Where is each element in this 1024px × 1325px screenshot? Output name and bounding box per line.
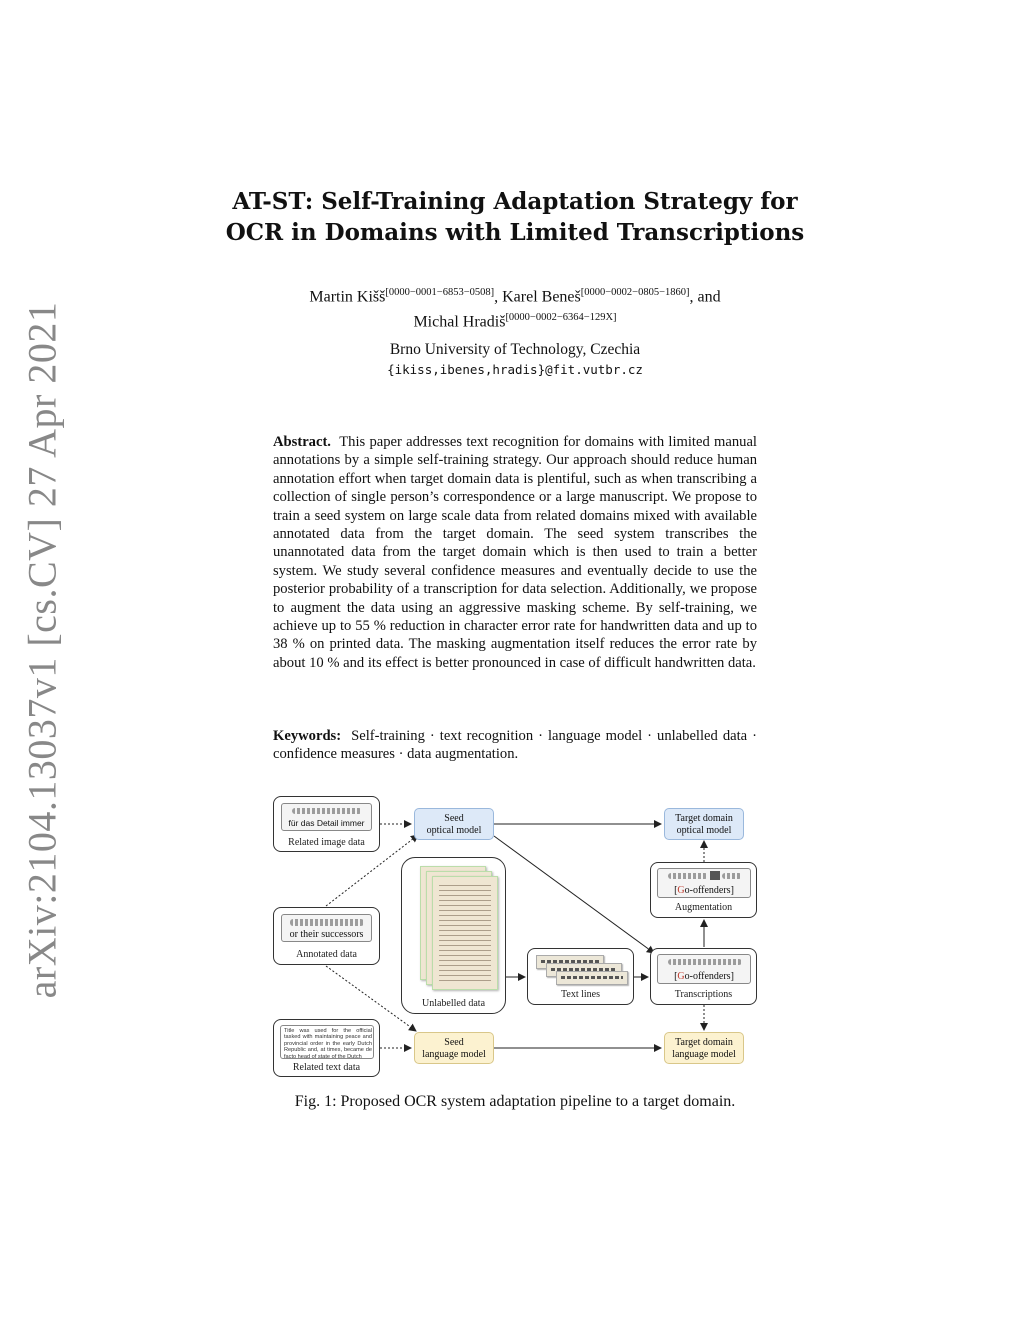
author-and: , and [689,288,721,306]
institution: Brno University of Technology, Czechia [389,341,641,358]
keywords-text: Self-training · text recognition · language model · unlabelled data · confidence measures · data augmentation. [273,728,757,763]
affiliation [200,340,830,380]
handwriting-line [668,959,742,965]
annotated-data-box [273,907,380,965]
related-image-text: für das Detail immer [288,818,365,828]
transcriptions-label: Transcriptions [674,989,733,1000]
augmentation-thumbnail [657,868,751,898]
augmentation-text: [Go-offenders] [674,885,734,896]
arrow-seed-to-transcriptions [494,836,654,953]
related-image-thumbnail [281,803,372,831]
mask-block [710,871,720,880]
handwriting-line [722,873,742,879]
target-language-model [664,1032,744,1064]
transcriptions-text: [Go-offenders] [674,971,734,982]
pipeline-figure [270,790,760,1080]
manuscript-page [432,876,498,990]
augmentation-label: Augmentation [674,902,733,913]
augmentation-box [650,862,757,918]
author-3: Michal Hradiš [413,313,506,331]
arxiv-identifier: arXiv:2104.13037v1 [cs.CV] 27 Apr 2021 [19,301,65,999]
related-text-sample: Title was used for the official tasked with maintaining peace and provincial order in the early Dutch Republic and, at times, became de facto head of state of the Dutch [284,1028,372,1060]
keywords-label: Keywords: [273,728,342,744]
seed-optical-model [414,808,494,840]
author-2: , Karel Beneš [494,288,581,306]
title-line-2: OCR in Domains with Limited Transcriptions [225,219,805,246]
annotated-thumbnail [281,914,372,942]
arxiv-sidebar [12,301,72,999]
seed-lm-line-1: Seed [444,1037,464,1048]
annotated-label: Annotated data [296,949,357,960]
related-image-box [273,796,380,852]
related-text-thumbnail [280,1025,374,1059]
seed-optical-line-2: optical model [426,825,482,836]
related-image-label: Related image data [288,837,365,848]
figure-caption: Fig. 1: Proposed OCR system adaptation pipeline to a target domain. [294,1093,736,1110]
author-list [200,282,830,333]
transcriptions-thumbnail [657,954,751,984]
unlabelled-label: Unlabelled data [421,998,486,1009]
text-line-strip [556,971,628,985]
seed-lm-line-2: language model [422,1049,486,1060]
text-lines-box [527,948,634,1005]
transcriptions-box [650,948,757,1005]
author-1: Martin Kišš [309,288,386,306]
author-1-orcid: [0000−0001−6853−0508] [385,287,495,298]
text-lines-label: Text lines [560,989,600,1000]
keywords [273,727,757,764]
annotated-text: or their successors [289,929,364,940]
seed-language-model [414,1032,494,1064]
related-text-label: Related text data [292,1062,361,1073]
abstract-label: Abstract. [273,434,331,450]
handwriting-line [668,873,708,879]
abstract-text: This paper addresses text recognition for domains with limited manual annotations by a simple self-training strategy. Our approach should reduce human annotation effort when target domain data is plentiful, such as when transcribing a collection of single person’s correspondence or a large manuscript. We propose to train a seed system on large scale data from related domains mixed with available annotated data from the target domain. The seed system transcribes the unannotated data from the target domain which is then used to train a better system. We study several confidence measures and eventually decide to use the posterior probability of a transcription for data selection. Additionally, we propose to augment the data using an aggressive masking scheme. By self-training, we achieve up to 55 % reduction in character error rate for handwritten data and up to 38 % on printed data. The masking augmentation itself reduces the error rate by about 10 % and its effect is better pronounced in case of difficult handwritten data. [273,434,757,671]
target-lm-line-2: language model [672,1049,736,1060]
author-2-orcid: [0000−0002−0805−1860] [580,287,690,298]
paper-title [200,186,830,248]
related-text-box [273,1019,380,1077]
target-optical-model [664,808,744,840]
unlabelled-data-box [401,857,506,1014]
handwriting-line [292,808,362,814]
target-lm-line-1: Target domain [675,1037,733,1048]
abstract [273,433,757,672]
author-3-orcid: [0000−0002−6364−129X] [505,312,617,324]
target-optical-line-1: Target domain [675,813,733,824]
target-optical-line-2: optical model [676,825,732,836]
title-line-1: AT-ST: Self-Training Adaptation Strategy for [232,188,798,215]
email-addresses: {ikiss,ibenes,hradis}@fit.vutbr.cz [387,362,643,377]
handwriting-line [290,919,364,926]
seed-optical-line-1: Seed [444,813,464,824]
